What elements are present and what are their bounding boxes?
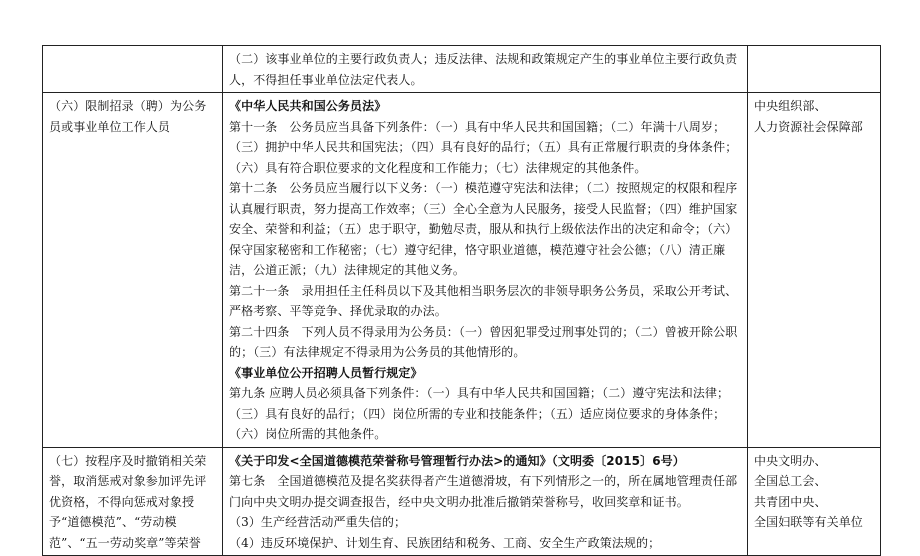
middle-cell: [223, 447, 748, 556]
table-row: [43, 447, 881, 556]
clause-text: 第二十四条 下列人员不得录用为公务员：（一）曾因犯罪受过刑事处罚的；（二）曾被开除公职的；（三）有法律规定不得录用为公务员的其他情形的。: [229, 324, 738, 359]
left-cell: （六）限制招录（聘）为公务员或事业单位工作人员: [43, 93, 223, 448]
table-row: [43, 46, 881, 93]
department: 全国妇联等有关单位: [754, 515, 863, 529]
law-title: 《关于印发<全国道德模范荣誉称号管理暂行办法>的通知》（文明委〔2015〕6号）: [229, 453, 685, 468]
department: 全国总工会、: [754, 474, 827, 488]
table-row: [43, 93, 881, 448]
policy-table: [42, 45, 881, 556]
law-title: 《事业单位公开招聘人员暂行规定》: [229, 365, 423, 380]
clause-text: 第十二条 公务员应当履行以下义务：（一）模范遵守宪法和法律；（二）按照规定的权限和程序认真履行职责，努力提高工作效率；（三）全心全意为人民服务，接受人民监督；（四）维护国家安全、荣誉和利益；（五）忠于职守，勤勉尽责，服从和执行上级依法作出的决定和命令；（六）保守国家秘密和工作秘密；（七）遵守纪律，恪守职业道德，模范遵守社会公德；（八）清正廉洁，公道正派；（九）法律规定的其他义务。: [229, 181, 738, 277]
law-title: 《中华人民共和国公务员法》: [229, 99, 387, 113]
right-cell: [748, 447, 881, 556]
department: 人力资源社会保障部: [754, 119, 863, 134]
left-cell: （七）按程序及时撤销相关荣誉，取消惩戒对象参加评先评优资格，不得向惩戒对象授予“道德模范”、“劳动模范”、“五一劳动奖章”等荣誉: [43, 447, 223, 556]
left-cell: [43, 46, 223, 93]
middle-cell: [223, 46, 748, 93]
clause-text: （4）违反环境保护、计划生育、民族团结和税务、工商、安全生产政策法规的；: [229, 535, 661, 550]
middle-cell: [223, 93, 748, 448]
right-cell: [748, 93, 881, 448]
department: 中央组织部、: [754, 99, 827, 113]
clause-text: 第九条 应聘人员必须具备下列条件：（一）具有中华人民共和国国籍；（二）遵守宪法和法律；（三）具有良好的品行；（四）岗位所需的专业和技能条件；（五）适应岗位要求的身体条件；（六）岗位所需的其他条件。: [229, 386, 730, 441]
clause-text: 第七条 全国道德模范及提名奖获得者产生道德滑坡，有下列情形之一的，所在属地管理责任部门向中央文明办提交调查报告，经中央文明办批准后撤销荣誉称号，收回奖章和证书。: [229, 474, 738, 509]
clause-text: 第二十一条 录用担任主任科员以下及其他相当职务层次的非领导职务公务员，采取公开考试、严格考察、平等竞争、择优录取的办法。: [229, 283, 738, 318]
clause-text: 第十一条 公务员应当具备下列条件：（一）具有中华人民共和国国籍；（二）年满十八周岁；（三）拥护中华人民共和国宪法；（四）具有良好的品行；（五）具有正常履行职责的身体条件；（六）具有符合职位要求的文化程度和工作能力；（七）法律规定的其他条件。: [229, 119, 738, 175]
department: 共青团中央、: [754, 494, 827, 509]
clause-text: （二）该事业单位的主要行政负责人；违反法律、法规和政策规定产生的事业单位主要行政负责人，不得担任事业单位法定代表人。: [229, 52, 738, 87]
department: 中央文明办、: [754, 453, 827, 468]
right-cell: [748, 46, 881, 93]
clause-text: （3）生产经营活动严重失信的；: [229, 515, 407, 529]
